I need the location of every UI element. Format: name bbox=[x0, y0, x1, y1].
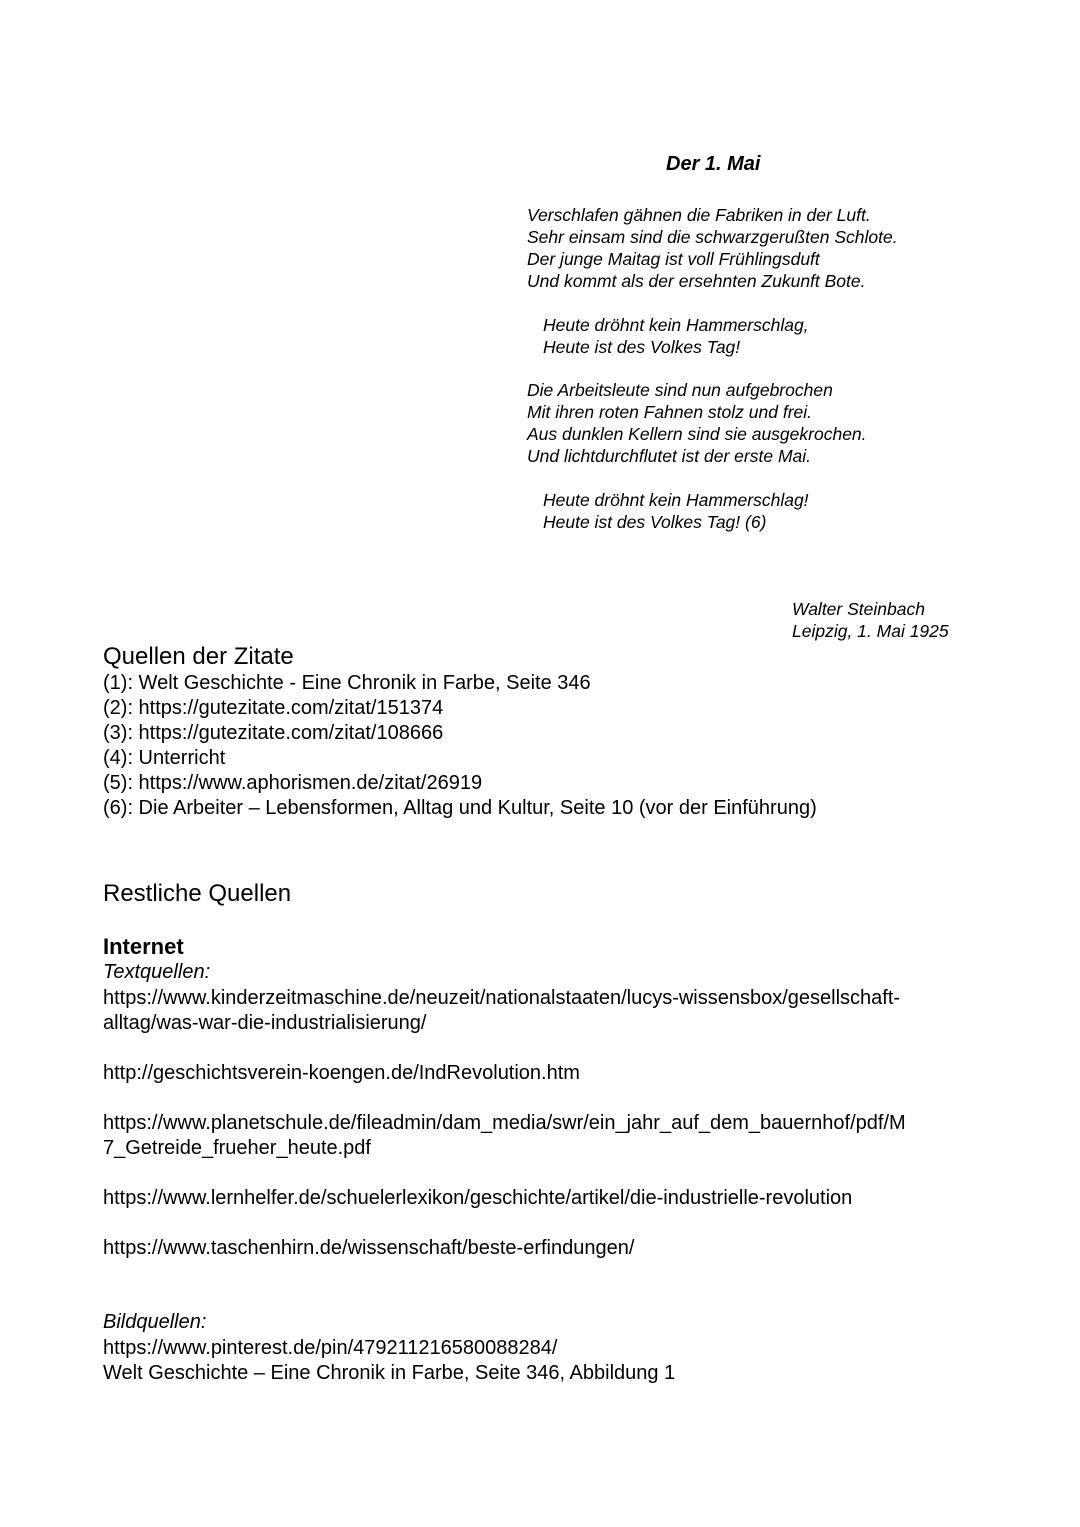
quote-source-item: (3): https://gutezitate.com/zitat/108666 bbox=[103, 722, 444, 744]
text-sources-label: Textquellen: bbox=[103, 961, 211, 983]
quote-source-item: (4): Unterricht bbox=[103, 747, 226, 769]
quotes-heading: Quellen der Zitate bbox=[103, 643, 294, 670]
poem-line: Heute dröhnt kein Hammerschlag! bbox=[543, 490, 809, 510]
url-line: https://www.planetschule.de/fileadmin/dam_media/swr/ein_jahr_auf_dem_bauernhof/pdf/M bbox=[103, 1112, 906, 1134]
text-source-url bbox=[103, 1111, 906, 1161]
poem-line: Mit ihren roten Fahnen stolz und frei. bbox=[527, 402, 813, 422]
rest-sources-heading: Restliche Quellen bbox=[103, 880, 292, 907]
text-source-url bbox=[103, 1061, 580, 1086]
poem-line: Und lichtdurchflutet ist der erste Mai. bbox=[527, 446, 812, 466]
quote-source-item: (1): Welt Geschichte - Eine Chronik in Farbe, Seite 346 bbox=[103, 672, 591, 694]
url-line: alltag/was-war-die-industrialisierung/ bbox=[103, 1012, 427, 1034]
quote-source-item: (6): Die Arbeiter – Lebensformen, Alltag und Kultur, Seite 10 (vor der Einführung) bbox=[103, 797, 817, 819]
url-line: http://geschichtsverein-koengen.de/IndRevolution.htm bbox=[103, 1062, 580, 1084]
poem-line: Sehr einsam sind die schwarzgerußten Schlote. bbox=[527, 227, 898, 247]
poem-line: Heute dröhnt kein Hammerschlag, bbox=[543, 315, 809, 335]
poem-line: Der junge Maitag ist voll Frühlingsduft bbox=[527, 249, 820, 269]
poem-line: Verschlafen gähnen die Fabriken in der Luft. bbox=[527, 205, 871, 225]
poem-stanza-1 bbox=[527, 204, 898, 292]
url-line: 7_Getreide_frueher_heute.pdf bbox=[103, 1137, 371, 1159]
text-source-url bbox=[103, 1236, 634, 1261]
poem-line: Heute ist des Volkes Tag! bbox=[543, 337, 741, 357]
poem-line: Aus dunklen Kellern sind sie ausgekrochen. bbox=[527, 424, 867, 444]
internet-heading: Internet bbox=[103, 934, 184, 959]
quote-source-item: (2): https://gutezitate.com/zitat/151374 bbox=[103, 697, 444, 719]
poem-author: Walter Steinbach bbox=[792, 599, 925, 619]
text-source-url bbox=[103, 986, 900, 1036]
poem-title: Der 1. Mai bbox=[666, 153, 761, 175]
url-line: https://www.lernhelfer.de/schuelerlexikon/geschichte/artikel/die-industrielle-revolution bbox=[103, 1187, 853, 1209]
text-source-url bbox=[103, 1186, 852, 1211]
poem-line: Und kommt als der ersehnten Zukunft Bote. bbox=[527, 271, 866, 291]
url-line: https://www.taschenhirn.de/wissenschaft/beste-erfindungen/ bbox=[103, 1237, 635, 1259]
quote-source-item: (5): https://www.aphorismen.de/zitat/26919 bbox=[103, 772, 483, 794]
url-line: https://www.kinderzeitmaschine.de/neuzeit/nationalstaaten/lucys-wissensbox/gesellschaft- bbox=[103, 987, 901, 1009]
poem-line: Heute ist des Volkes Tag! (6) bbox=[543, 512, 767, 532]
quote-sources-list bbox=[103, 671, 817, 821]
poem-place-date: Leipzig, 1. Mai 1925 bbox=[792, 621, 949, 641]
image-source: https://www.pinterest.de/pin/479211216580088284/ bbox=[103, 1337, 558, 1359]
poem-refrain-1 bbox=[543, 314, 809, 358]
poem-line: Die Arbeitsleute sind nun aufgebrochen bbox=[527, 380, 833, 400]
poem-stanza-2 bbox=[527, 379, 867, 467]
image-sources-label: Bildquellen: bbox=[103, 1311, 207, 1333]
image-source: Welt Geschichte – Eine Chronik in Farbe, Seite 346, Abbildung 1 bbox=[103, 1362, 676, 1384]
poem-signature bbox=[792, 598, 949, 642]
poem-refrain-2 bbox=[543, 489, 809, 533]
